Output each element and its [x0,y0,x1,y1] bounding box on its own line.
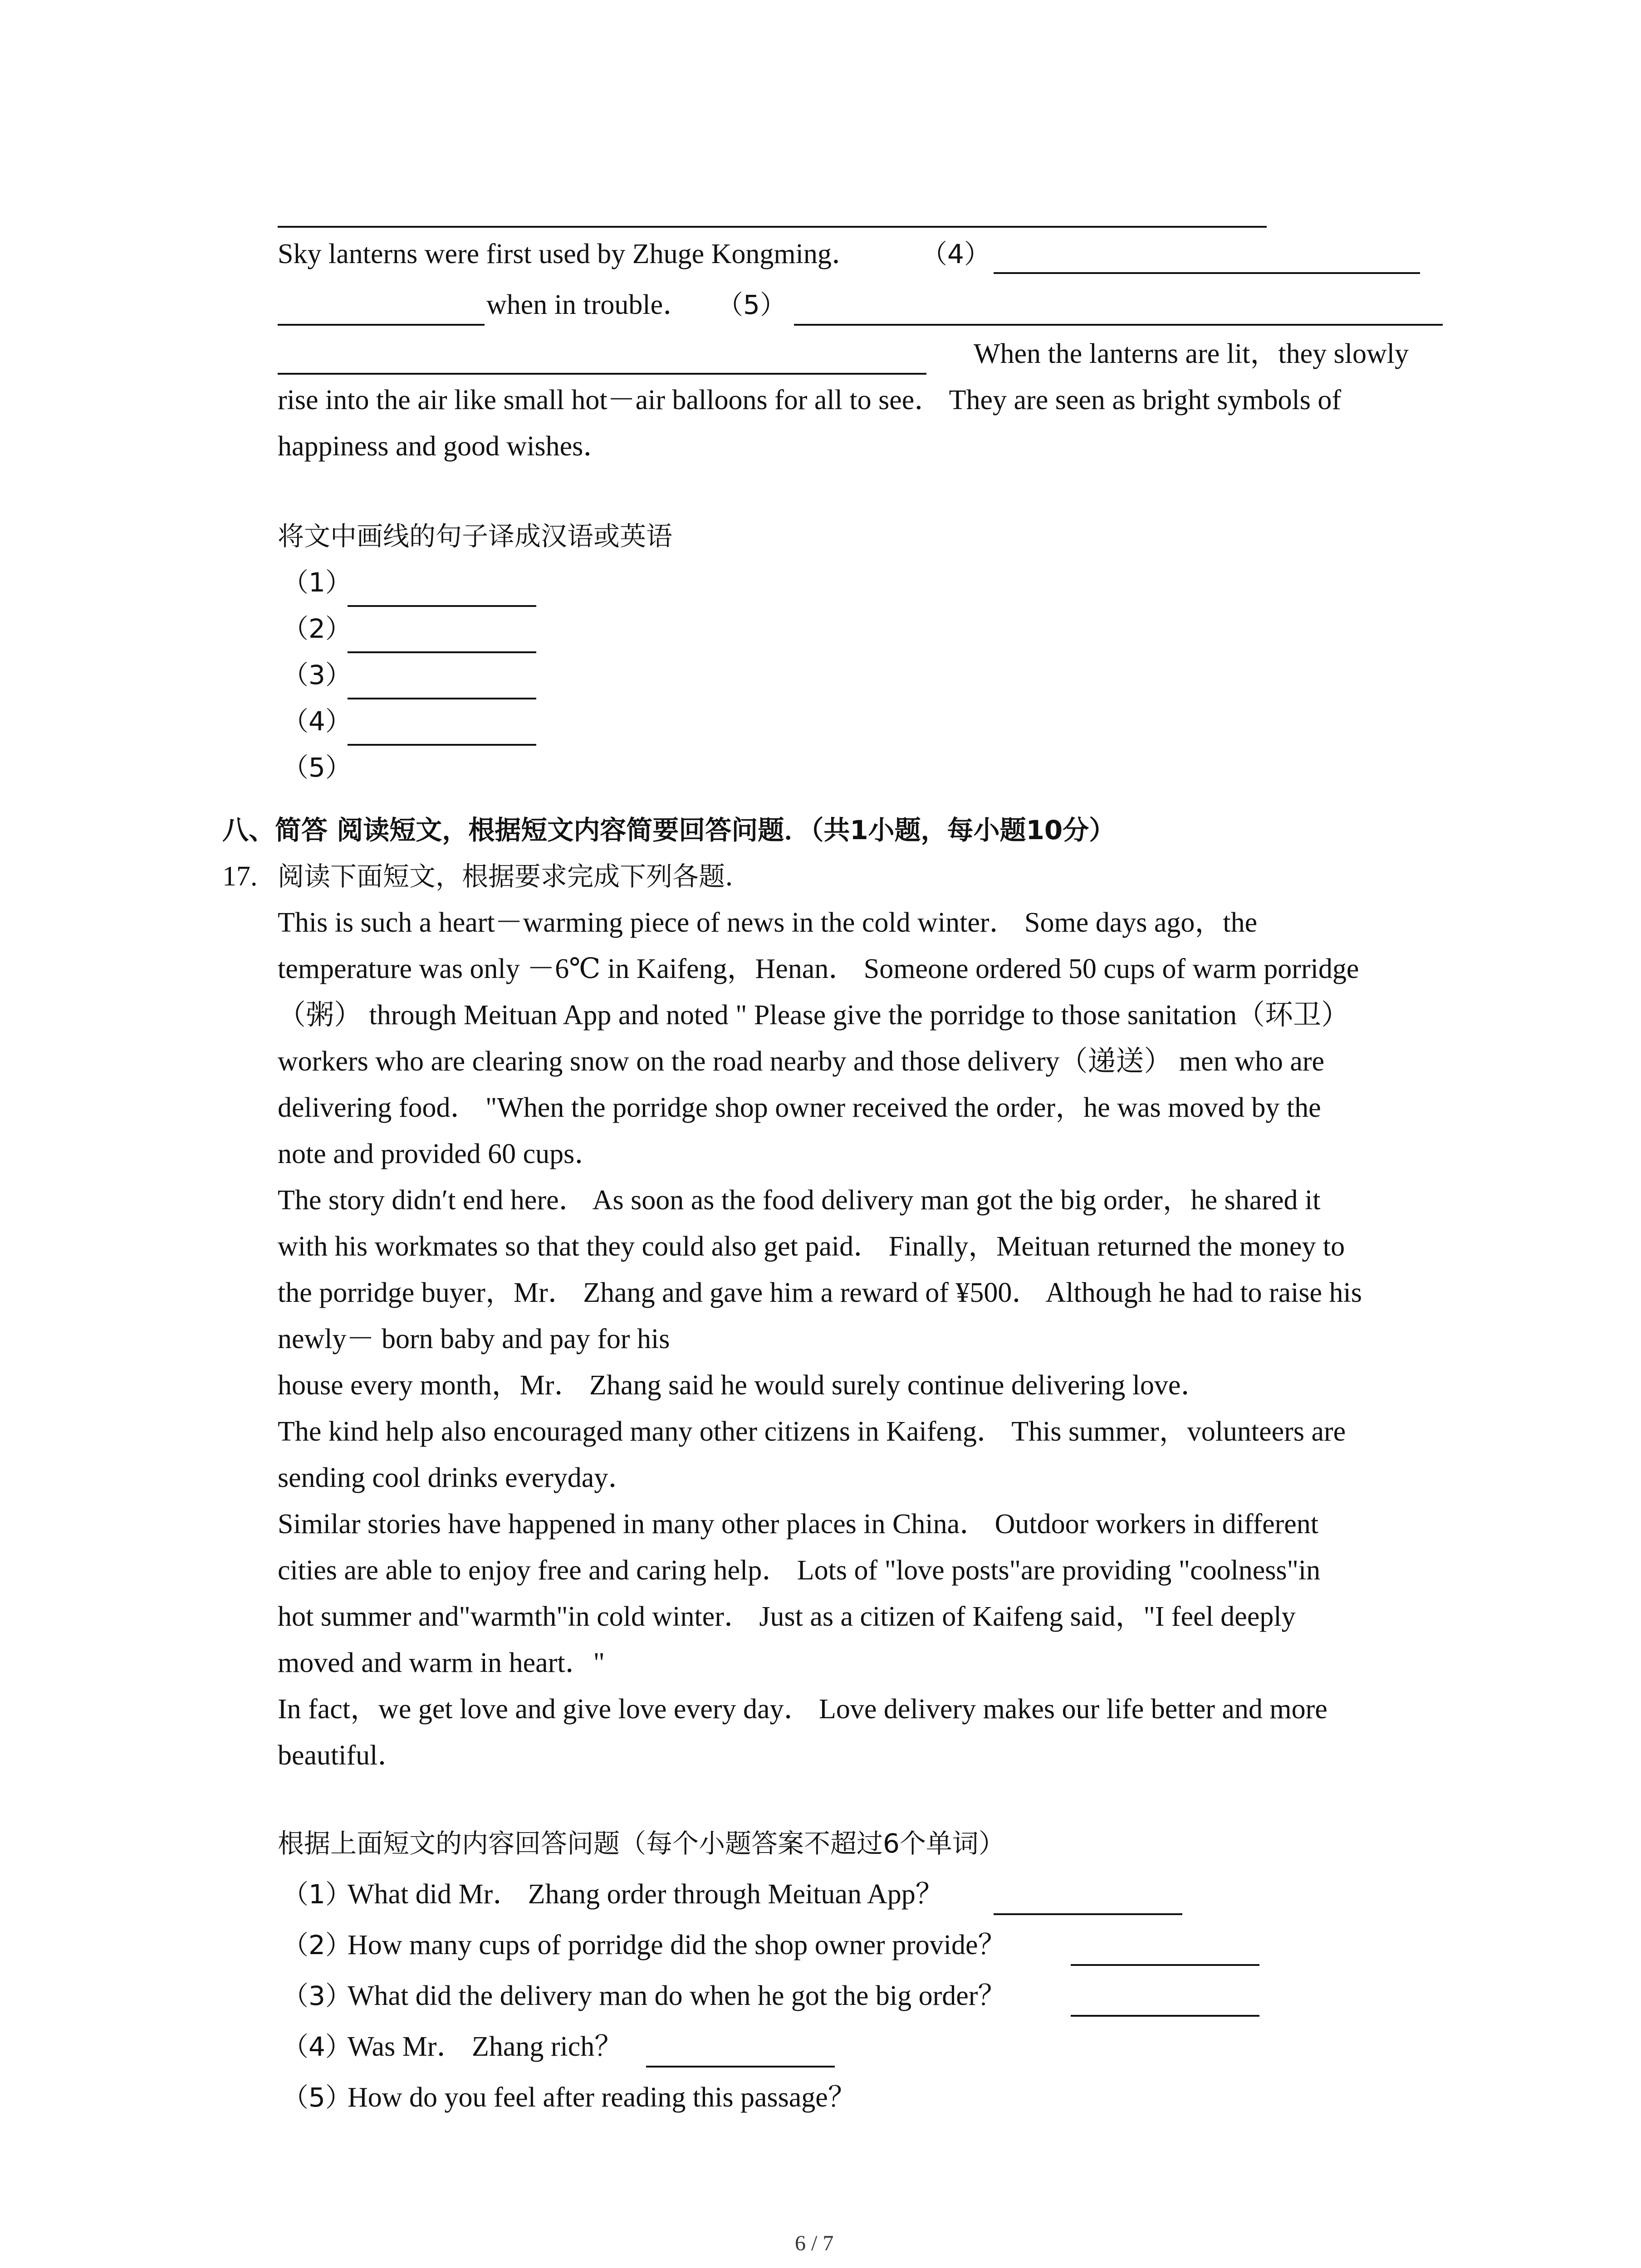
passage-line: Sky lanterns were first used by Zhuge Kongming． [278,239,860,269]
answer-blank-line[interactable] [646,2066,835,2068]
passage-line: workers who are clearing snow on the road nearby and those delivery（递送） men who are [278,1046,1325,1077]
item-number: （5） [282,752,352,783]
question-text: How do you feel after reading this passage？ [348,2082,856,2113]
passage-line: the porridge buyer，Mr． Zhang and gave him a reward of ¥500． Although he had to raise his [278,1277,1362,1308]
answer-blank-line[interactable] [994,1913,1182,1915]
answer-blank-line[interactable] [278,226,1267,228]
answer-blank-line[interactable] [348,605,536,607]
item-number: （2） [282,613,352,644]
answer-blank-line[interactable] [278,373,926,375]
passage-line: sending cool drinks everyday． [278,1462,637,1493]
passage-line: Similar stories have happened in many other places in China． Outdoor workers in different [278,1509,1318,1540]
passage-line: When the lanterns are lit，they slowly [974,338,1409,369]
passage-line: note and provided 60 cups． [278,1139,603,1169]
blank-label: （5） [717,289,786,320]
question-text: What did the delivery man do when he got the big order？ [348,1980,1006,2011]
passage-line: with his workmates so that they could also get paid． Finally，Meituan returned the money to [278,1231,1345,1262]
answer-blank-line[interactable] [348,744,536,746]
question-num: （1） [282,1879,352,1910]
question-num: （2） [282,1930,352,1960]
question-text: How many cups of porridge did the shop owner provide？ [348,1930,1006,1960]
answer-blank-line[interactable] [278,324,485,326]
answer-blank-line[interactable] [1071,2015,1259,2017]
question-num: （5） [282,2082,352,2113]
passage-line: （粥） through Meituan App and noted " Please give the porridge to those sanitation（环卫） [278,1000,1349,1031]
section-heading: 八、简答 阅读短文，根据短文内容简要回答问题．（共1小题，每小题10分） [222,815,1116,846]
passage-line: hot summer and"warmth"in cold winter． Just as a citizen of Kaifeng said，"I feel deeply [278,1601,1296,1632]
questions-instruction: 根据上面短文的内容回答问题（每个小题答案不超过6个单词） [278,1828,1005,1859]
question-num: （3） [282,1980,352,2011]
passage-line: The story didn′t end here． As soon as the food delivery man got the big order，he shared it [278,1185,1321,1216]
passage-line: house every month，Mr． Zhang said he would surely continue delivering love． [278,1370,1209,1401]
item-number: （4） [282,706,352,737]
answer-blank-line[interactable] [1071,1964,1259,1966]
passage-line: This is such a heart－warming piece of news in the cold winter． Some days ago，the [278,907,1258,938]
item-number: （1） [282,567,352,598]
task-instruction: 将文中画线的句子译成汉语或英语 [278,521,673,552]
question-num: （4） [282,2031,352,2062]
question-instruction: 阅读下面短文，根据要求完成下列各题． [278,861,752,892]
answer-blank-line[interactable] [794,324,1443,326]
passage-line: The kind help also encouraged many other citizens in Kaifeng． This summer，volunteers are [278,1416,1346,1447]
passage-line: delivering food． "When the porridge shop owner received the order，he was moved by the [278,1092,1321,1123]
passage-line: newly－ born baby and pay for his [278,1324,670,1354]
passage-line: In fact，we get love and give love every day． Love delivery makes our life better and more [278,1694,1327,1725]
answer-blank-line[interactable] [348,698,536,699]
page-number: 6 / 7 [795,2231,834,2255]
question-text: Was Mr． Zhang rich？ [348,2031,623,2062]
passage-line: beautiful． [278,1740,406,1771]
passage-line: moved and warm in heart．" [278,1647,605,1678]
blank-label: （4） [921,239,990,269]
answer-blank-line[interactable] [348,651,536,653]
passage-line: rise into the air like small hot－air balloons for all to see． They are seen as bright symbols of [278,385,1341,415]
passage-line: temperature was only －6℃ in Kaifeng，Henan． Someone ordered 50 cups of warm porridge [278,953,1359,984]
passage-line: when in trouble． [486,289,691,320]
passage-line: happiness and good wishes． [278,431,612,462]
item-number: （3） [282,660,352,690]
question-number: 17. [222,861,258,892]
answer-blank-line[interactable] [994,272,1420,274]
passage-line: cities are able to enjoy free and caring help． Lots of "love posts"are providing "coolness"in [278,1555,1321,1586]
question-text: What did Mr． Zhang order through Meituan App？ [348,1879,944,1910]
